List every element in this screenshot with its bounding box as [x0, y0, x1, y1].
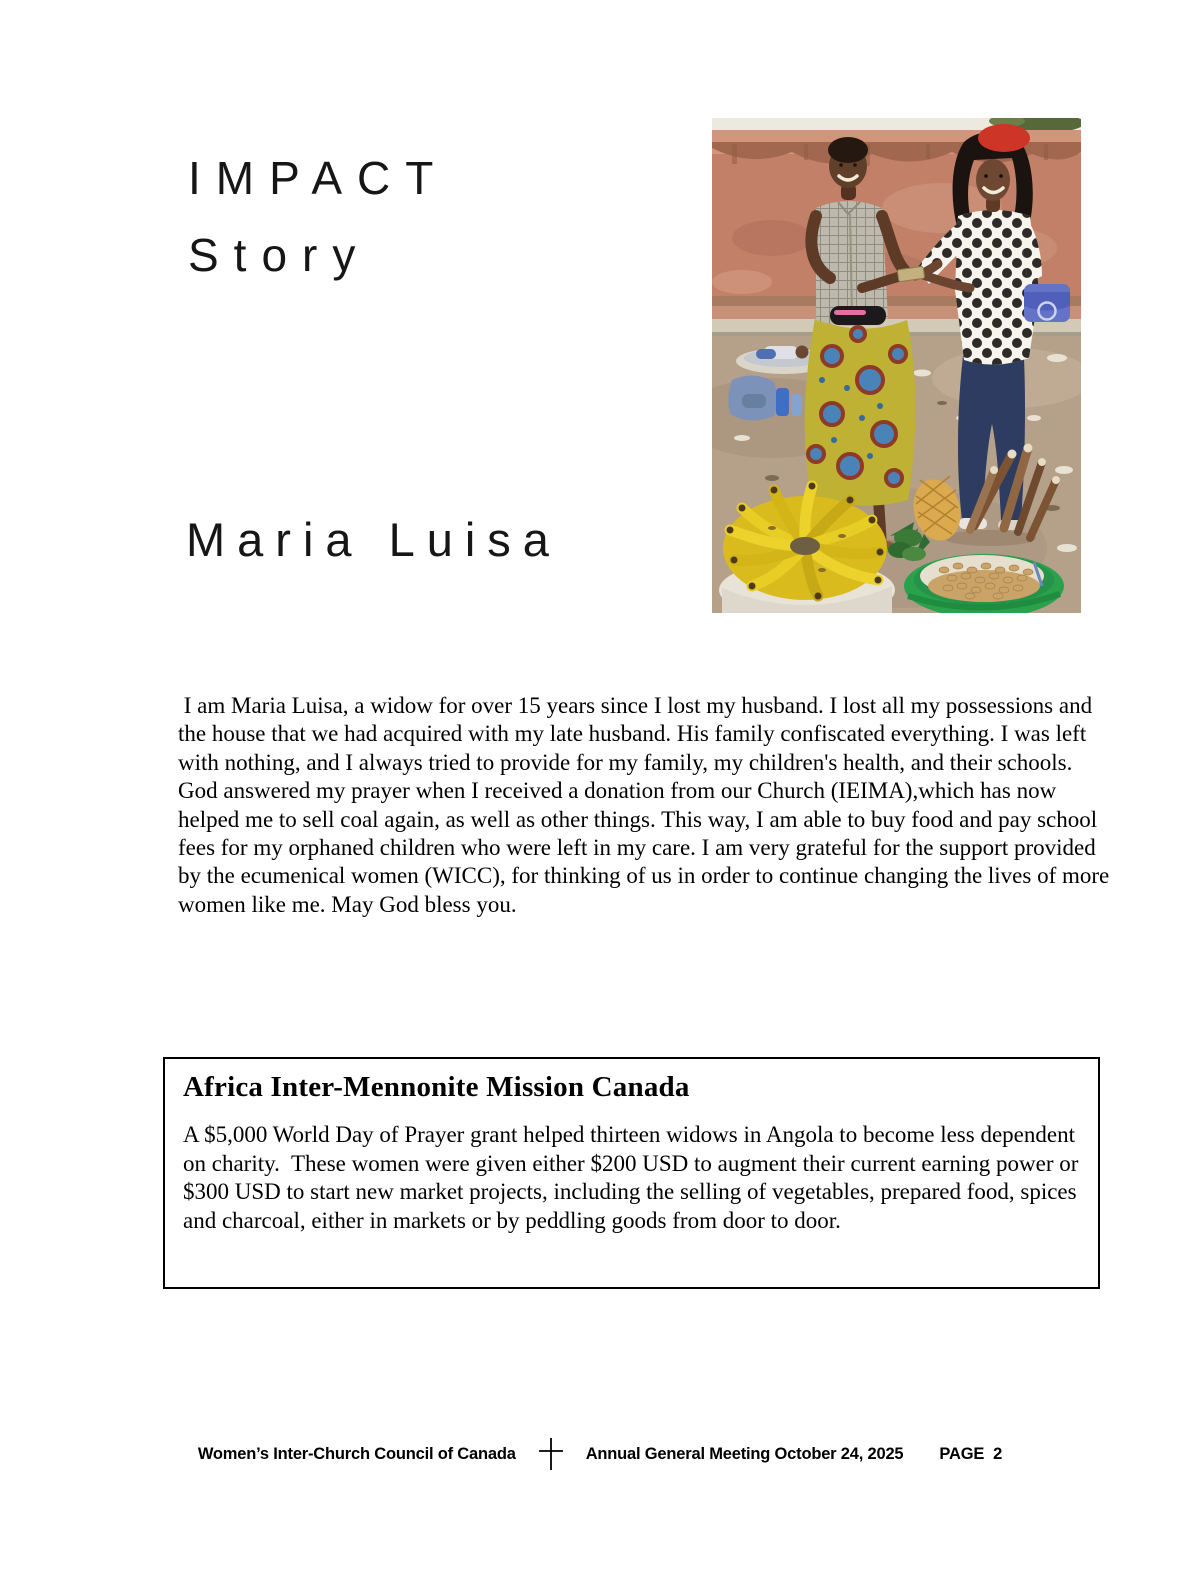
document-title: [188, 140, 448, 294]
page-footer: [0, 1437, 1200, 1471]
story-paragraph: I am Maria Luisa, a widow for over 15 years since I lost my husband. I lost all my possessions and the house that we had acquired with my late husband. His family confiscated everything. I was left with nothing, and I always tried to provide for my family, my children's health, and their schools. God answered my prayer when I received a donation from our Church (IEIMA),which has now helped me to sell coal again, as well as other things. This way, I am able to buy food and pay school fees for my orphaned children who were left in my care. I am very grateful for the support provided by the ecumenical women (WICC), for thinking of us in order to continue changing the lives of more women like me. May God bless you.: [178, 693, 1116, 917]
grant-box-body: A $5,000 World Day of Prayer grant helped thirteen widows in Angola to become less dependent on charity. These women were given either $200 USD to augment their current earning power or $300 USD to start new market projects, including the selling of vegetables, prepared food, spices and charcoal, either in markets or by peddling goods from door to door.: [183, 1122, 1085, 1233]
footer-page-number: 2: [993, 1444, 1003, 1463]
grant-box-heading: Africa Inter-Mennonite Mission Canada: [183, 1071, 690, 1103]
footer-page-label: PAGE: [939, 1444, 985, 1463]
footer-organization: Women’s Inter-Church Council of Canada: [197, 1444, 516, 1463]
shoulder-bag: [1024, 284, 1070, 322]
story-photo-illustration: [712, 118, 1081, 613]
title-line-2: Story: [188, 229, 371, 281]
footer-meeting: Annual General Meeting October 24, 2025: [585, 1444, 904, 1463]
title-line-1: IMPACT: [188, 152, 449, 204]
cross-icon: [538, 1437, 564, 1471]
subject-name: Maria Luisa: [186, 513, 561, 566]
grant-box: [163, 1057, 1100, 1289]
story-photo: [712, 118, 1081, 613]
